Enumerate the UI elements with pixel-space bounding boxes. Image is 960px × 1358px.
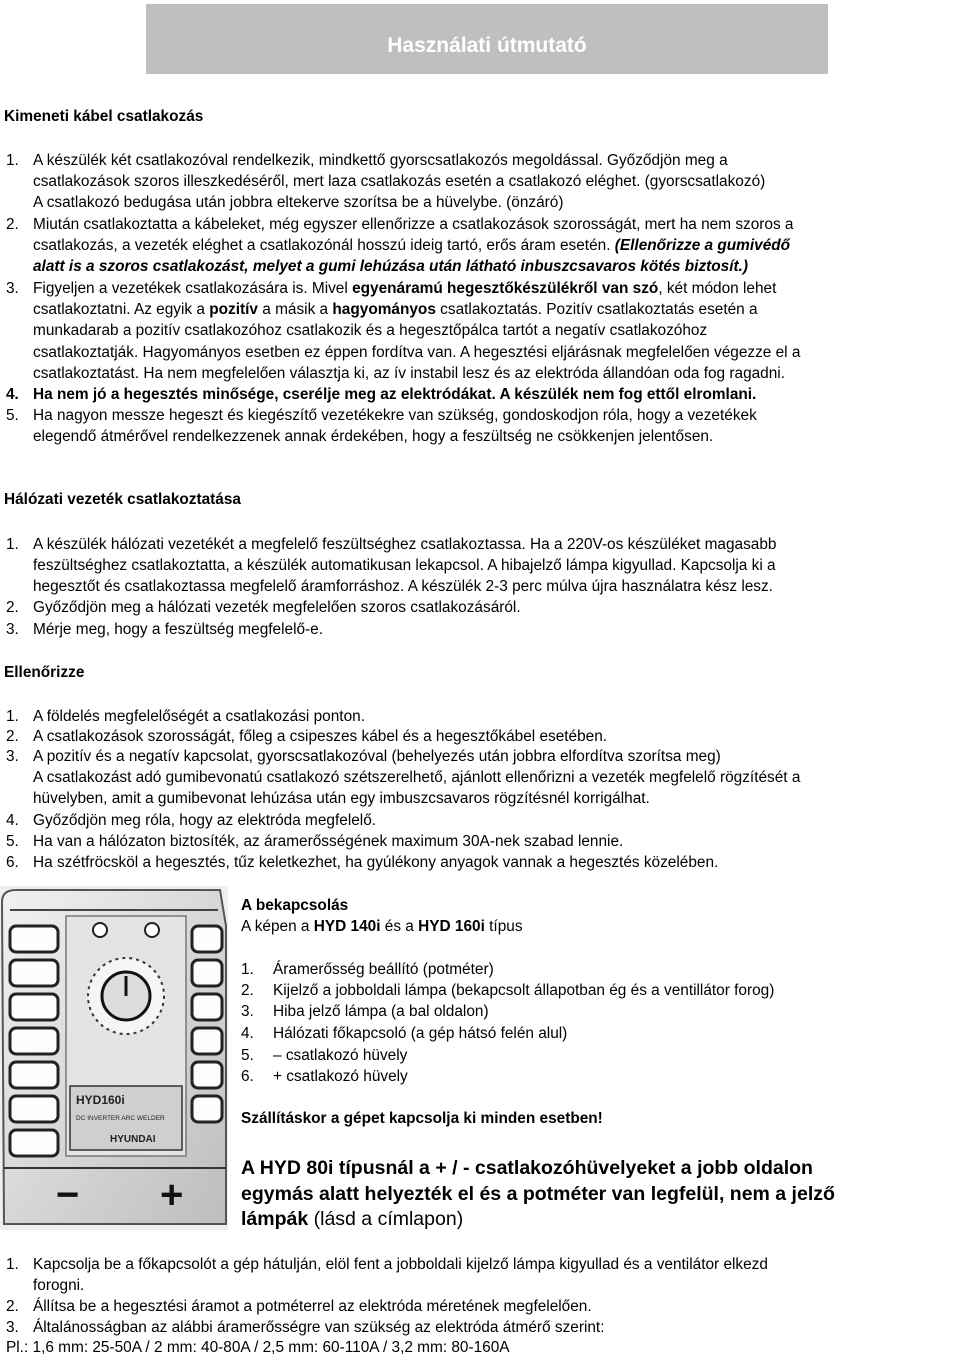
item-text: Általánosságban az alábbi áramerősségre van szükség az elektróda átmérő szerint:: [33, 1319, 605, 1336]
item-text: A csatlakozó bedugása után jobbra eltekerve szorítsa be a hüvelybe. (önzáró): [33, 194, 564, 212]
model-name: HYD 160i: [418, 918, 485, 935]
transport-warning: Szállításkor a gépet kapcsolja ki minden esetben!: [241, 1110, 603, 1127]
plus-socket-symbol: +: [160, 1173, 184, 1217]
item-text: Kijelző a jobboldali lámpa (bekapcsolt állapotban ég és a ventillátor forog): [273, 982, 775, 999]
item-number: 2.: [241, 982, 254, 999]
item-text: Hálózati főkapcsoló (a gép hátsó felén alul): [273, 1025, 568, 1042]
item-text: A csatlakozást adó gumibevonatú csatlakozó szétszerelhető, ajánlott ellenőrizni a vezeték megfelelő rögzítését a: [33, 769, 801, 787]
item-number: 1.: [6, 536, 19, 553]
item-text-part: csatlakozás, a vezeték eléghet a csatlakozónál hosszú ideig tartó, erős áram esetén.: [33, 237, 615, 255]
welder-model-label: HYD160i: [76, 1093, 125, 1107]
item-number: 5.: [241, 1047, 254, 1064]
page-title: Használati útmutató: [387, 34, 587, 57]
hyd80i-note-part: lámpák: [241, 1208, 309, 1230]
current-example: Pl.: 1,6 mm: 25-50A / 2 mm: 40-80A / 2,5 mm: 60-110A / 3,2 mm: 80-160A: [6, 1339, 510, 1356]
item-number: 2.: [6, 599, 19, 616]
item-number: 1.: [6, 708, 19, 725]
item-text: A készülék hálózati vezetékét a megfelelő feszültséghez csatlakoztassa. Ha a 220V-os készüléket magasabb: [33, 536, 777, 553]
panel-part-item: [241, 1001, 489, 1022]
minus-socket-symbol: −: [56, 1173, 80, 1217]
panel-part-item: [241, 959, 494, 980]
item-text: elegendő átmérővel rendelkezzenek annak érdekében, hogy a feszültség ne csökkenjen jelentősen.: [33, 428, 714, 446]
item-text: Ha szétfröcsköl a hegesztés, tűz keletkezhet, ha gyúlékony anyagok vannak a hegesztés közelében.: [33, 854, 719, 871]
item-text: Miután csatlakoztatta a kábeleket, még egyszer ellenőrizze a csatlakozások szorosságát, mert ha nem szoros a: [33, 216, 794, 233]
model-note-part: típus: [484, 918, 523, 935]
panel-part-item: [241, 1023, 567, 1044]
item-number: 6.: [6, 854, 19, 871]
item-number: 4.: [6, 386, 19, 403]
welder-front-panel-photo: [0, 886, 228, 1230]
item-text: hüvelyben, amit a gumibevonat lehúzása után egy imbuszcsavaros rögzítésnél korrigálhat.: [33, 790, 650, 808]
item-number: 3.: [241, 1003, 254, 1020]
panel-part-item: [241, 1045, 407, 1066]
item-text-emphasis: (Ellenőrizze a gumivédő: [614, 237, 791, 255]
item-text: Állítsa be a hegesztési áramot a potméterrel az elektróda méretének megfelelően.: [33, 1298, 592, 1315]
item-text: Ha nem jó a hegesztés minősége, cserélje meg az elektródákat. A készülék nem fog ettől elromlani.: [33, 386, 757, 403]
item-text: Kapcsolja be a főkapcsolót a gép hátulján, elöl fent a jobboldali kijelző lámpa kigyullad és a ventilátor elkezd: [33, 1256, 768, 1273]
item-number: 3.: [6, 1319, 19, 1336]
item-number: 3.: [6, 280, 19, 297]
item-text: A földelés megfelelőségét a csatlakozási ponton.: [33, 708, 365, 725]
item-number: 4.: [241, 1025, 254, 1042]
item-number: 2.: [6, 728, 19, 745]
item-text-part: csatlakoztatni. Az egyik a: [33, 301, 210, 319]
section-heading-switch-on: A bekapcsolás: [241, 897, 349, 914]
item-text-part: Figyeljen a vezetékek csatlakozására is. Mivel: [33, 280, 353, 297]
item-text: Győződjön meg róla, hogy az elektróda megfelelő.: [33, 812, 377, 829]
item-number: 4.: [6, 812, 19, 829]
model-name: HYD 140i: [313, 918, 381, 935]
item-text: csatlakozások szoros illeszkedéséről, mert laza csatlakozás esetén a csatlakozó eléghet. (gyorscsatlakozó): [33, 173, 766, 191]
item-text: Hiba jelző lámpa (a bal oldalon): [273, 1003, 489, 1020]
item-text: A készülék két csatlakozóval rendelkezik, mindkettő gyorscsatlakozós megoldással. Győződjön meg a: [33, 152, 728, 169]
item-text-part: , két módon lehet: [658, 280, 777, 297]
section-heading-output-cable: Kimeneti kábel csatlakozás: [4, 108, 204, 125]
hyd80i-note: [241, 1156, 835, 1233]
panel-part-item: [241, 1066, 408, 1087]
model-note-part: és a: [380, 918, 419, 935]
section-heading-check: Ellenőrizze: [4, 664, 85, 681]
model-note-part: A képen a: [241, 918, 314, 935]
item-text: munkadarab a pozitív csatlakozóhoz csatlakozik és a hegesztőpálca tartót a negatív csatlakozóhoz: [33, 322, 708, 340]
item-text: A csatlakozások szorosságát, főleg a csipeszes kábel és a hegesztőkábel esetében.: [33, 728, 608, 745]
item-text: [33, 299, 956, 320]
item-text-part: a másik a: [257, 301, 333, 319]
item-number: 1.: [241, 961, 254, 978]
hyd80i-note-part: (lásd a címlapon): [308, 1208, 464, 1230]
title-banner: [146, 4, 828, 74]
item-text: feszültséghez csatlakoztatta, a készülék automatikusan lekapcsol. A hibajelző lámpa kigyullad. Kapcsolja ki a: [33, 557, 776, 575]
item-text-bold: hagyományos: [332, 301, 436, 319]
welder-brand-label: HYUNDAI: [110, 1134, 156, 1145]
item-number: 5.: [6, 407, 19, 424]
item-text-emphasis: alatt is a szoros csatlakozást, melyet a gumi lehúzása után látható inbuszcsavaros kötés biztosít.): [33, 258, 749, 276]
item-text: Ha van a hálózaton biztosíték, az áramerősségének maximum 30A-nek szabad lennie.: [33, 833, 624, 850]
item-text: Áramerősség beállító (potméter): [273, 961, 494, 978]
item-text-bold: pozitív: [209, 301, 258, 319]
panel-part-item: [241, 980, 774, 1001]
hyd80i-note-line: [241, 1207, 835, 1233]
item-text: – csatlakozó hüvely: [273, 1047, 408, 1064]
item-text: forogni.: [33, 1277, 85, 1295]
welder-subtitle-label: DC INVERTER ARC WELDER: [76, 1115, 165, 1122]
item-text-part: csatlakoztatás. Pozitív csatlakoztatás esetén a: [435, 301, 758, 319]
item-number: 2.: [6, 216, 19, 233]
item-text: + csatlakozó hüvely: [273, 1068, 408, 1085]
item-number: 6.: [241, 1068, 254, 1085]
model-note: [241, 916, 523, 937]
item-text: Mérje meg, hogy a feszültség megfelelő-e.: [33, 621, 324, 638]
item-text-bold: egyenáramú hegesztőkészülékről van szó: [352, 280, 659, 297]
item-text: Ha nagyon messze hegeszt és kiegészítő vezetékekre van szükség, gondoskodjon róla, hogy a vezetékek: [33, 407, 757, 424]
item-number: 2.: [6, 1298, 19, 1315]
item-text: hegesztőt és csatlakoztassa megfelelő áramforráshoz. A készülék 2-3 perc múlva újra használatra kész lesz.: [33, 578, 773, 596]
item-text: csatlakoztatják. Hagyományos esetben ez éppen fordítva van. A hegesztési eljárásnak megfelelően végezze el a: [33, 343, 801, 361]
item-text: [33, 278, 956, 299]
section-heading-mains-cable: Hálózati vezeték csatlakoztatása: [4, 491, 241, 508]
item-text: A pozitív és a negatív kapcsolat, gyorscsatlakozóval (behelyezés után jobbra elfordítva szorítsa meg): [33, 748, 721, 765]
item-number: 3.: [6, 621, 19, 638]
item-number: 1.: [6, 152, 19, 169]
item-number: 3.: [6, 748, 19, 765]
hyd80i-note-line: egymás alatt helyezték el és a potméter van legfelül, nem a jelző: [241, 1182, 835, 1205]
item-text: [33, 235, 956, 256]
hyd80i-note-line: A HYD 80i típusnál a + / - csatlakozóhüvelyeket a jobb oldalon: [241, 1157, 813, 1179]
item-text: Győződjön meg a hálózati vezeték megfelelően szoros csatlakozásáról.: [33, 599, 521, 616]
item-text: csatlakoztatást. Ha nem megfelelően választja ki, az ív instabil lesz és az elektróda állandóan oda fog ragadni.: [33, 364, 785, 382]
item-number: 5.: [6, 833, 19, 850]
item-number: 1.: [6, 1256, 19, 1273]
